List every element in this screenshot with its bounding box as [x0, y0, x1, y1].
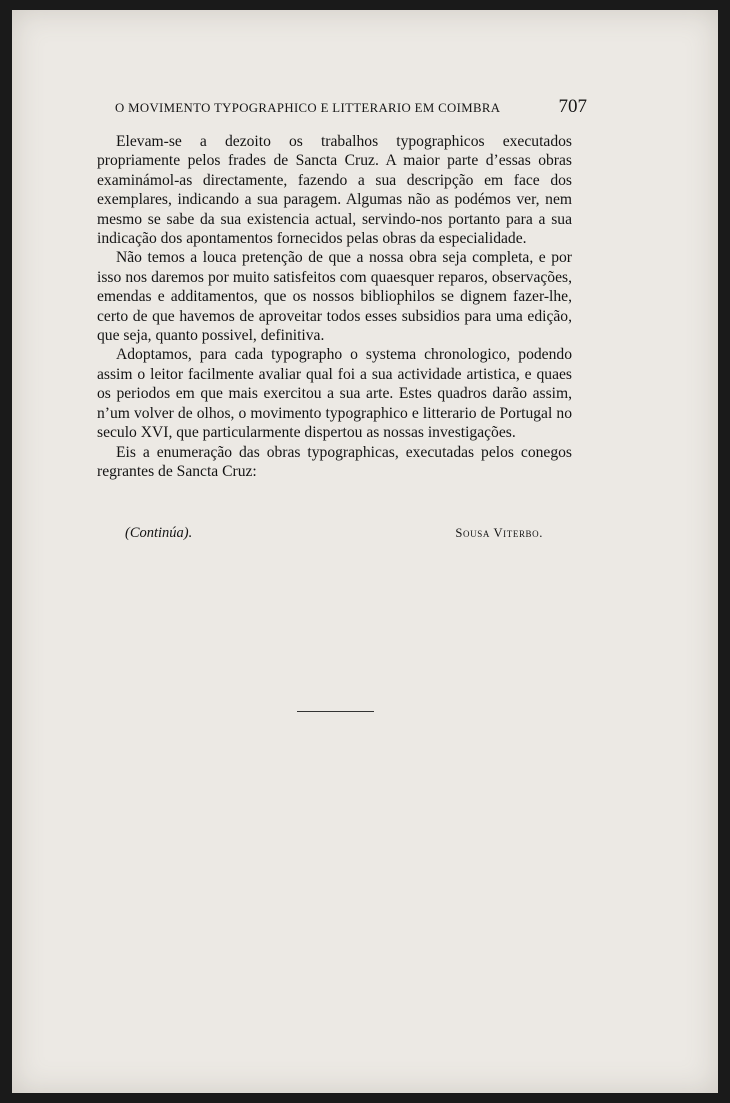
section-divider [297, 711, 374, 712]
signature-line [125, 525, 543, 542]
paragraph-1: Elevam-se a dezoito os trabalhos typographicos executados propriamente pelos frades de Sancta Cruz. A maior parte d’essas obras examinámol-as directamente, fazendo a sua descripção em face dos exemplares, indicando a sua paragem. Algumas não as podémos ver, nem mesmo se sabe da sua existencia actual, servindo-nos portanto para a sua indicação dos apontamentos fornecidos pelas obras da especialidade. [97, 133, 572, 248]
running-title: O MOVIMENTO TYPOGRAPHICO E LITTERARIO EM COIMBRA [115, 101, 501, 115]
continua-note: (Continúa). [125, 525, 193, 541]
body-text [97, 132, 572, 481]
page-header [115, 96, 587, 118]
paragraph-3: Adoptamos, para cada typographo o systema chronologico, podendo assim o leitor facilmente avaliar qual foi a sua actividade artistica, e quaes os periodos em que mais exercitou a sua arte. Estes quadros darão assim, n’um volver de olhos, o movimento typographico e litterario de Portugal no seculo XVI, que particularmente dispertou as nossas investigações. [97, 346, 572, 442]
paragraph-4: Eis a enumeração das obras typographicas, executadas pelos conegos regrantes de Sancta Cruz: [97, 443, 572, 480]
paragraph-2: Não temos a louca pretenção de que a nossa obra seja completa, e por isso nos daremos por muito satisfeitos com quaesquer reparos, observações, emendas e additamentos, que os nossos bibliophilos se dignem fazer-lhe, certo de que havemos de aproveitar todos esses subsidios para uma edição, que seja, quanto possivel, definitiva. [97, 249, 572, 345]
author-signature: Sousa Viterbo. [455, 526, 543, 540]
page-number: 707 [558, 96, 587, 117]
